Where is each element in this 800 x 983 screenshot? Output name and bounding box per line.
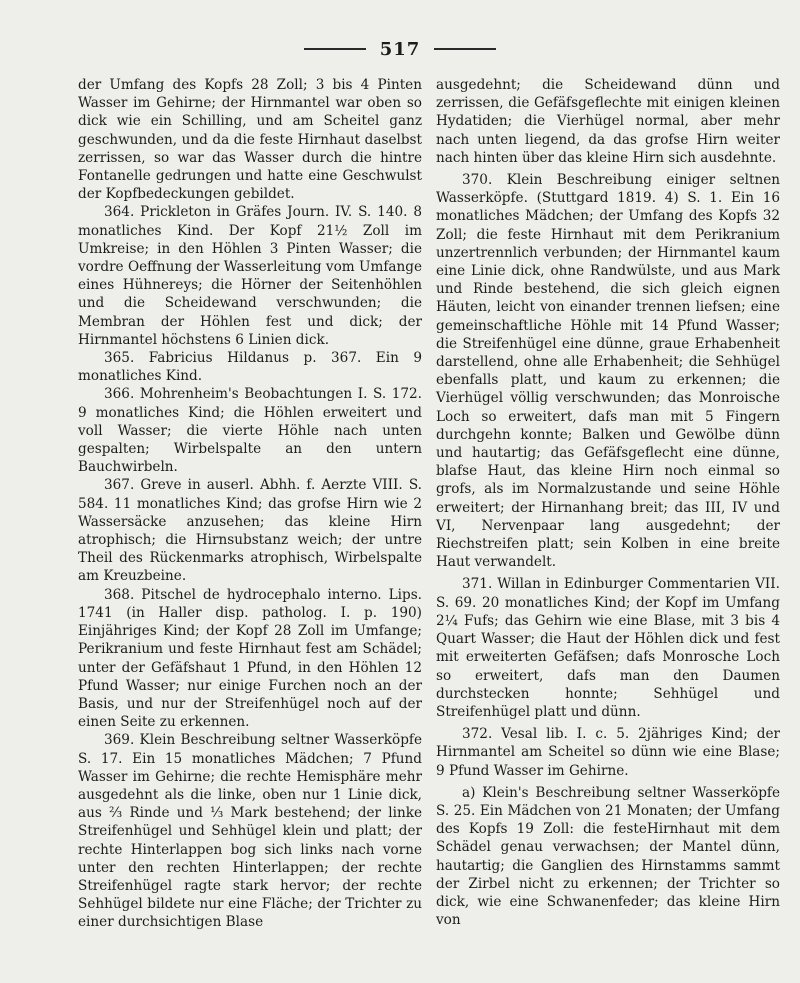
- entry-a: a) Klein's Beschreibung seltner Wasserköpfe S. 25. Ein Mädchen von 21 Monaten; der Umfang des Kopfs 19 Zoll: die festeHirnhaut mit dem Schädel genau verwachsen; der Mantel dünn, hautartig; die Ganglien des Hirnstamms sammt der Zirbel nicht zu erkennen; der Trichter so dick, wie eine Schwanenfeder; das kleine Hirn von: [436, 784, 780, 929]
- right-column: [436, 76, 780, 929]
- left-column: [78, 76, 422, 932]
- page-number: 517: [379, 38, 421, 60]
- entry-370: 370. Klein Beschreibung einiger seltnen Wasserköpfe. (Stuttgard 1819. 4) S. 1. Ein 16 monatliches Mädchen; der Umfang des Kopfs 32 Zoll; die feste Hirnhaut mit dem Perikranium unzertrennlich verbunden; der Hirnmantel kaum eine Linie dick, ohne Randwülste, und aus Mark und Rinde bestehend, die sich gleich eignen Häuten, leicht von einander trennen liefsen; eine gemeinschaftliche Höhle mit 14 Pfund Wasser; die Streifenhügel eine dünne, graue Erhabenheit darstellend, ohne alle Erhabenheit; die Sehhügel ebenfalls platt, und kaum zu erkennen; die Vierhügel völlig verschwunden; das Monroische Loch so erweitert, dafs man mit 5 Fingern durchgehn konnte; Balken und Gewölbe dünn und hautartig; das Gefäfsgeflecht eine dünne, blafse Haut, das kleine Hirn noch einmal so grofs, als im Normalzustande und seine Höhle erweitert; der Hirnanhang breit; das III, IV und VI, Nervenpaar lang ausgedehnt; der Riechstreifen platt; sein Kolben in eine breite Haut verwandelt.: [436, 172, 780, 571]
- entry-366: 366. Mohrenheim's Beobachtungen I. S. 172. 9 monatliches Kind; die Höhlen erweitert und voll Wasser; die vierte Höhle nach unten gespalten; Wirbelspalte an den untern Bauchwirbeln.: [78, 386, 422, 476]
- header-rule-right: [434, 48, 496, 50]
- entry-365: 365. Fabricius Hildanus p. 367. Ein 9 monatliches Kind.: [78, 350, 422, 385]
- entry-371: 371. Willan in Edinburger Commentarien VII. S. 69. 20 monatliches Kind; der Kopf im Umfang 2¼ Fufs; das Gehirn wie eine Blase, mit 3 bis 4 Quart Wasser; die Haut der Höhlen dick und fest mit erweiterten Gefäfsen; dafs Monrosche Loch so erweitert, dafs man den Daumen durchstecken honnte; Sehhügel und Streifenhügel platt und dünn.: [436, 576, 780, 720]
- entry-367: 367. Greve in auserl. Abhh. f. Aerzte VIII. S. 584. 11 monatliches Kind; das grofse Hirn wie 2 Wassersäcke anzusehen; das kleine Hirn atrophisch; die Hirnsubstanz weich; der untre Theil des Rückenmarks atrophisch, Wirbelspalte am Kreuzbeine.: [78, 477, 422, 585]
- entry-368: 368. Pitschel de hydrocephalo interno. Lips. 1741 (in Haller disp. patholog. I. p. 190) Einjähriges Kind; der Kopf 28 Zoll im Umfange; Perikranium und feste Hirnhaut fest am Schädel; unter der Gefäfshaut 1 Pfund, in den Höhlen 12 Pfund Wasser; nur einige Furchen noch an der Basis, und nur der Streifenhügel noch auf der einen Seite zu erkennen.: [78, 586, 422, 731]
- entry-369: 369. Klein Beschreibung seltner Wasserköpfe S. 17. Ein 15 monatliches Mädchen; 7 Pfund Wasser im Gehirne; die rechte Hemisphäre mehr ausgedehnt als die linke, oben nur 1 Linie dick, aus ⅔ Rinde und ⅓ Mark bestehend; der linke Streifenhügel und Sehhügel klein und platt; der rechte Hinterlappen bog sich links nach vorne unter den rechten Hinterlappen; der rechte Streifenhügel ragte stark hervor; der rechte Sehhügel bildete nur eine Fläche; der Trichter zu einer durchsichtigen Blase: [78, 732, 422, 931]
- entry-364: 364. Prickleton in Gräfes Journ. IV. S. 140. 8 monatliches Kind. Der Kopf 21½ Zoll im Umkreise; in den Höhlen 3 Pinten Wasser; die vordre Oeffnung der Wasserleitung vom Umfange eines Hühnereys; die Hörner der Seitenhöhlen und die Scheidewand verschwunden; die Membran der Höhlen fest und dick; der Hirnmantel höchstens 6 Linien dick.: [78, 204, 422, 348]
- paragraph-continued: ausgedehnt; die Scheidewand dünn und zerrissen, die Gefäfsgeflechte mit einigen kleinen Hydatiden; die Vierhügel normal, aber mehr nach unten liegend, da das grofse Hirn weiter nach hinten über das kleine Hirn sich ausdehnte.: [436, 77, 780, 166]
- page-header: [0, 36, 800, 62]
- header-rule-left: [304, 48, 366, 50]
- entry-372: 372. Vesal lib. I. c. 5. 2jähriges Kind; der Hirnmantel am Scheitel so dünn wie eine Blase; 9 Pfund Wasser im Gehirne.: [436, 726, 780, 779]
- paragraph-continued: der Umfang des Kopfs 28 Zoll; 3 bis 4 Pinten Wasser im Gehirne; der Hirnmantel war oben so dick wie ein Schilling, und am Scheitel ganz geschwunden, und da die feste Hirnhaut daselbst zerrissen, so war das Wasser durch die hintre Fontanelle gedrungen und hatte eine Geschwulst der Kopfbedeckungen gebildet.: [78, 77, 422, 203]
